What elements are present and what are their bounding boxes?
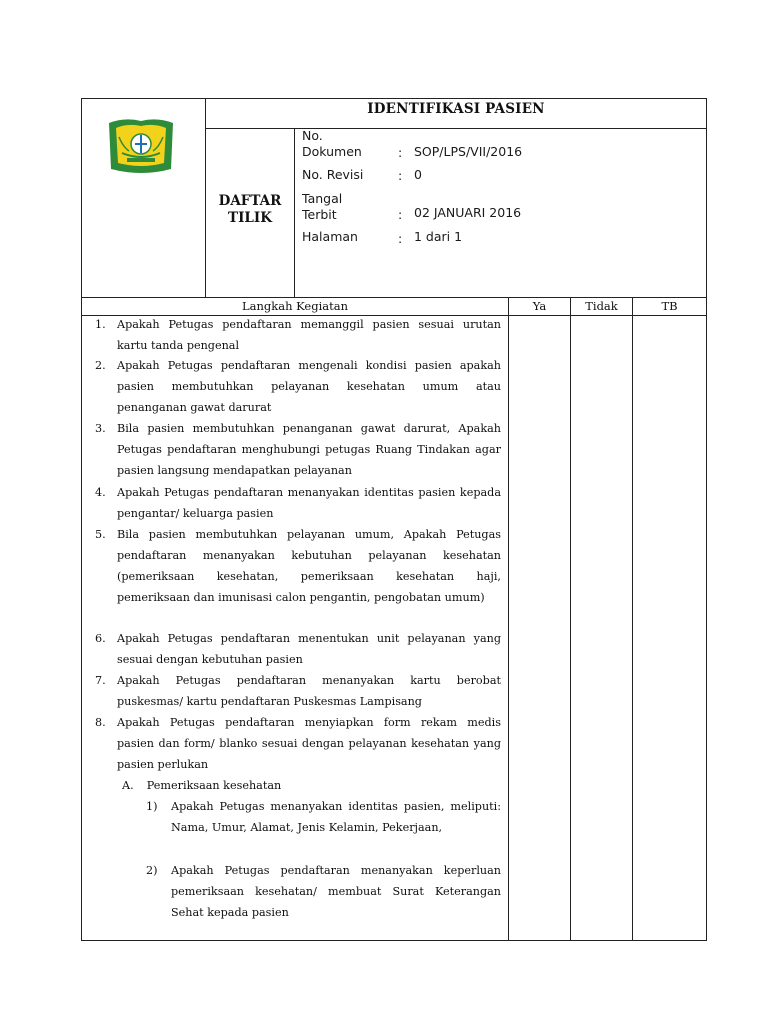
column-header-tidak: Tidak — [585, 299, 618, 313]
daftar-line-1: DAFTAR — [218, 193, 282, 209]
meta-label-terbit: Tangal Terbit — [302, 191, 343, 222]
meta-label-revisi: No. Revisi — [302, 167, 364, 182]
daftar-tilik-label — [206, 193, 294, 227]
title-divider — [205, 128, 707, 129]
table-border-top — [81, 98, 707, 99]
daftar-divider — [294, 128, 295, 297]
regional-emblem-logo — [105, 117, 177, 175]
meta-value-dokumen: SOP/LPS/VII/2016 — [414, 144, 523, 159]
meta-label-halaman: Halaman — [302, 229, 358, 244]
subsection-heading: A. Pemeriksaan kesehatan — [122, 779, 282, 792]
table-border-bottom — [81, 940, 707, 941]
meta-sep-dokumen: : — [398, 145, 403, 160]
meta-value-halaman: 1 dari 1 — [414, 229, 463, 244]
meta-value-terbit: 02 JANUARI 2016 — [414, 205, 522, 220]
meta-sep-terbit: : — [398, 207, 403, 222]
column-header-ya: Ya — [532, 299, 547, 313]
col-divider-tb — [632, 297, 633, 941]
meta-sep-revisi: : — [398, 168, 403, 183]
col-divider-ya — [508, 297, 509, 941]
header-bottom-border — [81, 297, 707, 298]
meta-value-revisi: 0 — [414, 167, 422, 182]
meta-sep-halaman: : — [398, 231, 403, 246]
table-border-left — [81, 98, 82, 941]
daftar-line-2: TILIK — [228, 210, 272, 226]
column-header-tb: TB — [661, 299, 678, 313]
table-border-right — [706, 98, 707, 941]
document-title: IDENTIFIKASI PASIEN — [367, 101, 545, 117]
column-header-langkah: Langkah Kegiatan — [241, 299, 348, 313]
meta-label-dokumen: No. Dokumen — [302, 128, 362, 159]
col-divider-tidak — [570, 297, 571, 941]
